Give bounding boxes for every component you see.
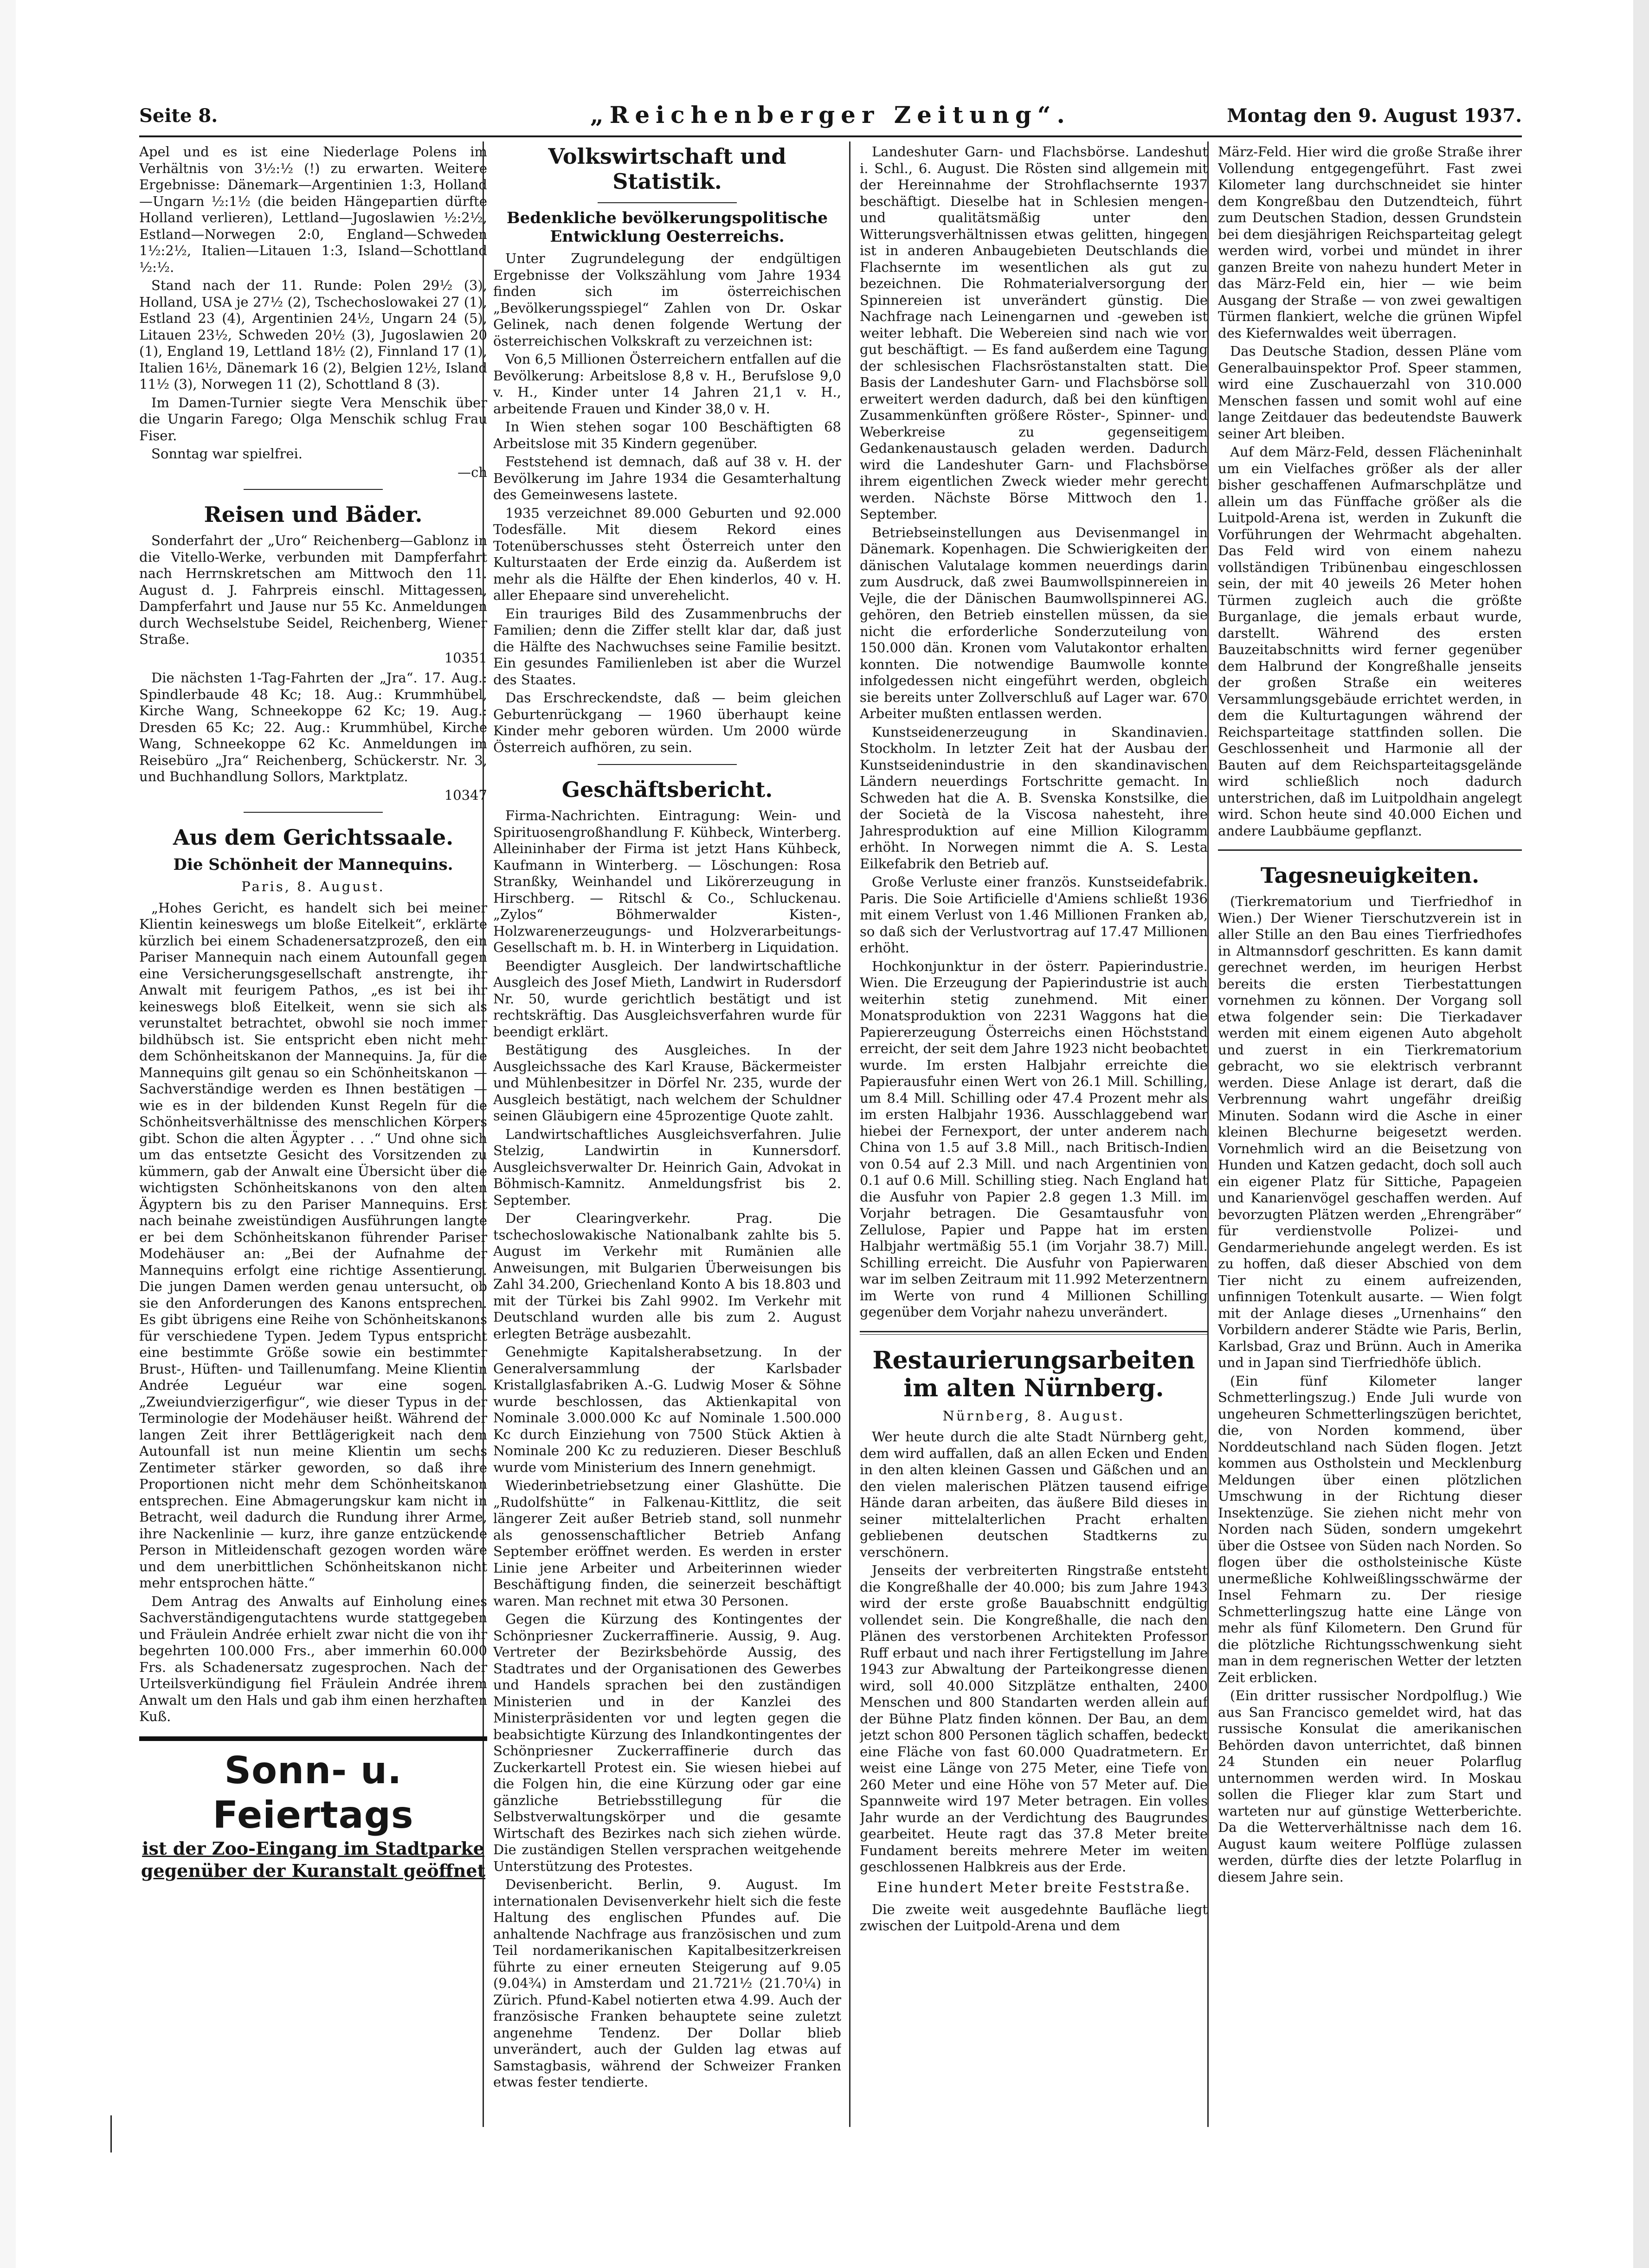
article-dateline: Nürnberg, 8. August. [942, 1407, 1125, 1424]
scan-margin-left [0, 0, 16, 2268]
section-heading-business: Geschäftsbericht. [561, 777, 773, 802]
article-dateline: Paris, 8. August. [241, 879, 385, 894]
news-item: (Ein dritter russischer Nordpolflug.) Wie aus San Francisco gemeldet wird, hat das russische Konsulat die amerikanischen Behörden davon unterrichtet, daß binnen 24 Stunden ein neuer Polarflug unternommen werden wird. In Moskau sollen die Flieger klar zum Start und warteten nur auf günstige Wetterberichte. Da die Wetterverhältnisse nach dem 16. August kaum weitere Polflüge zulassen werden, dürfte dies der letzte Polarflug in diesem Jahre sein. [1218, 1688, 1522, 1885]
travel-item-number: 10351 [444, 649, 487, 666]
column-4 [1218, 144, 1522, 2120]
newspaper-title: „Reichenberger Zeitung“. [590, 101, 1071, 128]
section-heading-economy: Volkswirtschaft und Statistik. [548, 144, 786, 194]
business-item: Der Clearingverkehr. Prag. Die tschechoslowakische Nationalbank zahlte bis 5. August im Verkehr mit Rumänien alle Anweisungen, mit Bulgarien Überweisungen bis Zahl 34.200, Griechenland Konto A bis 18.803 und mit der Türkei bis Zahl 9902. Im Verkehr mit Deutschland wurden alle bis zum 2. August erlegten Beträge ausbezahlt. [493, 1210, 841, 1342]
page-header [139, 101, 1522, 134]
business-item: Genehmigte Kapitalsherabsetzung. In der Generalversammlung der Karlsbader Kristallglasfabriken A.-G. Ludwig Moser & Söhne wurde beschlossen, das Aktienkapital von Nominale 3.000.000 Kc auf Nominale 1.500.000 Kc durch Einziehung von 7500 Stück Aktien à Nominale 200 Kc zu reduzieren. Dieser Beschluß wurde vom Ministerium des Innern genehmigt. [493, 1344, 841, 1475]
business-item: Wiederinbetriebsetzung einer Glashütte. Die „Rudolfshütte“ in Falkenau-Kittlitz, die seit längerer Zeit außer Betrieb stand, soll nunmehr als genossenschaftlicher Betrieb Anfang September eröffnet werden. Es werden in erster Linie jene Arbeiter und Arbeiterinnen wieder Beschäftigung finden, die seinerzeit beschäftigt waren. Man rechnet mit etwa 30 Personen. [493, 1478, 841, 1609]
ad-headline: Sonn- u. Feiertags [213, 1748, 414, 1837]
chess-paragraph: Apel und es ist eine Niederlage Polens im Verhältnis von 3½:½ (!) zu erwarten. Weitere Ergebnisse: Dänemark—Argentinien 1:3, Holland—Ungarn ½:1½ (die beiden Hängepartien dürfte Holland verlieren), Lettland—Jugoslawien ½:2½, Estland—Norwegen 2:0, England—Schweden 1½:2½, Italien—Litauen 1:3, Island—Schottland ½:½. [139, 144, 487, 275]
article-paragraph: Von 6,5 Millionen Österreichern entfallen auf die Bevölkerung: Arbeitslose 8,8 v. H., Berufslose 9,0 v. H., Kinder unter 14 Jahren 21,1 v. H., arbeitende Frauen und Kinder 38,0 v. H. [493, 351, 841, 417]
article-paragraph: Die zweite weit ausgedehnte Baufläche liegt zwischen der Luitpold-Arena und dem [860, 1901, 1208, 1934]
scan-margin-right [1633, 0, 1649, 2268]
chess-women: Im Damen-Turnier siegte Vera Menschik über die Ungarin Farego; Olga Menschik schlug Frau Fiser. [139, 394, 487, 443]
business-item: Hochkonjunktur in der österr. Papierindustrie. Wien. Die Erzeugung der Papierindustrie ist auch weiterhin stetig zunehmend. Mit einer Monatsproduktion von 2231 Waggons hat die Papiererzeugung Österreichs einen Höchststand erreicht, der seit dem Jahre 1923 nicht beobachtet wurde. Im ersten Halbjahr erreichte die Papierausfuhr einen Wert von 26.1 Mill. Schilling, um 8.4 Mill. Schilling oder 47.4 Prozent mehr als im ersten Halbjahr 1936. Ausschlaggebend war hiebei der Fernexport, der unter anderem nach China von 1.5 auf 3.8 Mill., nach Britisch-Indien von 0.54 auf 2.3 Mill. und nach Argentinien von 0.1 auf 0.6 Mill. Schilling stieg. Nach England hat die Ausfuhr von Papier 2.8 gegen 1.3 Mill. im Vorjahr betragen. Die Gesamtausfuhr von Zellulose, Papier und Pappe hat im ersten Halbjahr wertmäßig 55.1 (im Vorjahr 38.7) Mill. Schilling erreicht. Die Ausfuhr von Papierwaren war im selben Zeitraum mit 11.992 Meterzentnern im Werte von rund 4 Millionen Schilling gegenüber dem Vorjahr nahezu unverändert. [860, 958, 1208, 1320]
article-heading: Bedenkliche bevölkerungspolitische Entwicklung Oesterreichs. [506, 209, 828, 246]
column-3 [860, 144, 1208, 2120]
travel-item: Sonderfahrt der „Uro“ Reichenberg—Gablonz in die Vitello-Werke, verbunden mit Dampferfahrt nach Herrnskretschen am Mittwoch den 11. August d. J. Fahrpreis einschl. Mittagessen, Dampferfahrt und Jause nur 55 Kc. Anmeldungen durch Wechselstube Seidel, Reichenberg, Wiener Straße. [139, 533, 487, 647]
business-item: Kunstseidenerzeugung in Skandinavien. Stockholm. In letzter Zeit hat der Ausbau der Kunstseidenindustrie in den skandinavischen Ländern neuerdings Fortschritte gemacht. In Schweden hat die A. B. Svenska Konstsilke, die der Società de la Viscosa nahesteht, ihre Jahresproduktion auf eine Million Kilogramm erhöht. In Norwegen nimmt die A. S. Lesta Eilkefabrik den Betrieb auf. [860, 724, 1208, 872]
article-paragraph: Feststehend ist demnach, daß auf 38 v. H. der Bevölkerung im Jahre 1934 die Gesamterhaltung des Gemeinwesens lastete. [493, 454, 841, 502]
travel-item-number: 10347 [444, 787, 487, 803]
article-paragraph: Unter Zugrundelegung der endgültigen Ergebnisse der Volkszählung vom Jahre 1934 finden sich im österreichischen „Bevölkerungsspiegel“ Zahlen von Dr. Oskar Gelinek, nach denen folgende Wertung der österreichischen Volkskraft zu verzeichnen ist: [493, 251, 841, 349]
business-item: Landwirtschaftliches Ausgleichsverfahren. Julie Stelzig, Landwirtin in Kunnersdorf. Ausgleichsverwalter Dr. Heinrich Gain, Advokat in Böhmisch-Kamnitz. Anmeldungsfrist bis 2. September. [493, 1126, 841, 1208]
divider [860, 1331, 1208, 1335]
page-number: Seite 8. [139, 105, 218, 127]
header-rule [139, 135, 1522, 137]
business-item: Beendigter Ausgleich. Der landwirtschaftliche Ausgleich des Josef Mieth, Landwirt in Rudersdorf Nr. 50, wurde gerichtlich bestätigt und ist rechtskräftig. Das Ausgleichsverfahren wurde für beendigt erklärt. [493, 957, 841, 1040]
divider [1218, 849, 1522, 851]
divider [598, 764, 737, 765]
section-heading-court: Aus dem Gerichtssaale. [173, 825, 454, 850]
column-1 [139, 144, 487, 2120]
article-paragraph: „Hohes Gericht, es handelt sich bei meiner Klientin keineswegs um bloße Eitelkeit“, erklärte kürzlich bei einem Schadenersatzprozeß, den ein Pariser Mannequin nach einem Autounfall gegen eine Versicherungsgesellschaft anstrengte, ihr Anwalt mit feurigem Pathos, „es ist bei ihr keineswegs bloß Eitelkeit, wenn sie sich als verunstaltet betrachtet, obwohl sie noch immer bildhübsch ist. Sie entspricht eben nicht mehr dem Schönheitskanon der Mannequins. Ja, für die Mannequins gilt genau so ein Schönheitskanon — Sachverständige werden es Ihnen bestätigen — wie es in der bildenden Kunst Regeln für die Schönheitsverhältnisse des menschlichen Körpers gibt. Schon die alten Ägypter . . .“ Und ohne sich um das entsetzte Gesicht des Vorsitzenden zu kümmern, gab der Anwalt eine Übersicht über die wichtigsten Schönheitskanons von den alten Ägyptern bis zu den Pariser Mannequins. Erst nach beinahe zweistündigen Ausführungen langte er bei dem Schönheitskanon führender Pariser Modehäuser an: „Bei der Aufnahme der Mannequins erfolgt eine richtige Assentierung. Die jungen Damen werden genau untersucht, ob sie den Anforderungen des Kanons entsprechen. Es gibt übrigens eine Reihe von Schönheitskanons für verschiedene Typen. Jedem Typus entspricht eine bestimmte Größe sowie ein bestimmter Brust-, Hüften- und Taillenumfang. Meine Klientin Andrée Leguéur war eine sogen. „Zweiundvierzigerfigur“, wie dieser Typus in der Terminologie der Modehäuser heißt. Während der langen Zeit ihrer Bettlägerigkeit nach dem Autounfall ist nun meine Klientin um sechs Zentimeter stärker geworden, so daß ihre Proportionen nicht mehr dem Schönheitskanon entsprechen. Eine Abmagerungskur kam nicht in Betracht, weil dadurch die Rundung ihrer Arme, ihre Nackenlinie — kurz, ihre ganze entzückende Person in Mitleidenschaft gezogen worden wäre und dem unerbittlichen Schönheitskanon nicht mehr entsprochen hätte.“ [139, 899, 487, 1591]
article-paragraph: Dem Antrag des Anwalts auf Einholung eines Sachverständigengutachtens wurde stattgegeben und Fräulein Andrée erhielt zwar nicht die von ihr begehrten 100.000 Frs., aber immerhin 60.000 Frs. als Schadenersatz zugesprochen. Nach der Urteilsverkündigung fiel Fräulein Andrée ihrem Anwalt um den Hals und gab ihm einen herzhaften Kuß. [139, 1593, 487, 1724]
travel-item: Die nächsten 1-Tag-Fahrten der „Jra“. 17. Aug.: Spindlerbaude 48 Kc; 18. Aug.: Krummhübel, Kirche Wang, Schneekoppe 62 Kc; 19. Aug.: Dresden 65 Kc; 22. Aug.: Krummhübel, Kirche Wang, Schneekoppe 62 Kc. Anmeldungen im Reisebüro „Jra“ Reichenberg, Schückerstr. Nr. 3, und Buchhandlung Sollors, Marktplatz. [139, 670, 487, 784]
column-rule-2 [849, 141, 850, 2127]
article-subheading: Die Schönheit der Mannequins. [173, 855, 453, 874]
scan-mark [110, 2115, 112, 2152]
column-2 [493, 144, 841, 2120]
business-item: Gegen die Kürzung des Kontingentes der Schönpriesner Zuckerraffinerie. Aussig, 9. Aug. Vertreter der Bezirksbehörde Aussig, des Stadtrates und der Organisationen des Gewerbes und Handels sprachen bei den zuständigen Ministerien und in der Kanzlei des Ministerpräsidenten vor und legten gegen die beabsichtigte Kürzung des Inlandkontingentes der Schönpriesner Zuckerraffinerie durch das Zuckerkartell Protest ein. Sie wiesen hiebei auf die Folgen hin, die eine Kürzung oder gar eine gänzliche Betriebsstillegung für die Selbstverwaltungskörper und die gesamte Wirtschaft des Bezirkes nach sich ziehen würde. Die zuständigen Stellen versprachen weitgehende Unterstützung des Protestes. [493, 1611, 841, 1874]
article-paragraph: Das Erschreckendste, daß — beim gleichen Geburtenrückgang — 1960 überhaupt keine Kinder mehr geboren würden. Um 2000 würde Österreich aufhören, zu sein. [493, 690, 841, 755]
article-paragraph: Ein trauriges Bild des Zusammenbruchs der Familien; denn die Ziffer stellt klar dar, daß just die Hälfte des Nachwuchses seine Familie besitzt. Ein gesundes Familienleben ist aber die Wurzel des Staates. [493, 605, 841, 687]
chess-standings: Stand nach der 11. Runde: Polen 29½ (3), Holland, USA je 27½ (2), Tschechoslowakei 27 (1), Estland 23 (4), Argentinien 24½, Ungarn 24 (5), Litauen 23½, Schweden 20½ (3), Jugoslawien 20 (1), England 19, Lettland 18½ (2), Finnland 17 (1), Italien 16½, Dänemark 16 (2), Belgien 12½, Island 11½ (3), Norwegen 11 (2), Schottland 8 (3). [139, 277, 487, 392]
article-subheading: Eine hundert Meter breite Feststraße. [876, 1879, 1191, 1896]
business-item: Firma-Nachrichten. Eintragung: Wein- und Spirituosengroßhandlung F. Kühbeck, Winterberg. Alleininhaber der Firma ist jetzt Hans Kühbeck, Kaufmann in Winterberg. — Löschungen: Rosa Stranßky, Weinhandel und Likörerzeugung in Hirschberg. — Ritschl & Co., Schluckenau. „Zylos“ Böhmerwalder Kisten-, Holzwarenerzeugungs- und Holzverarbeitungs-Gesellschaft m. b. H. in Winterberg in Liquidation. [493, 808, 841, 955]
news-item: (Tierkrematorium und Tierfriedhof in Wien.) Der Wiener Tierschutzverein ist in aller Stille an den Bau eines Tierfriedhofes in Altmannsdorf geschritten. Es kann damit gerechnet werden, im heurigen Herbst bereits die ersten Tierbestattungen vornehmen zu können. Der Vorgang soll etwa folgender sein: Die Tierkadaver werden mit einem eigenen Auto abgeholt und zuerst in ein Tierkrematorium gebracht, wo sie elektrisch verbrannt werden. Diese Anlage ist derart, daß die Verbrennung wahrt ungefähr dreißig Minuten. Sodann wird die Asche in einer kleinen Blechurne beigesetzt werden. Vornehmlich wird an die Beisetzung von Hunden und Katzen gedacht, doch soll auch ein eigener Platz für Sittiche, Papageien und Kanarienvögel geschaffen werden. Auf bevorzugten Plätzen werden „Ehrengräber“ für verdienstvolle Polizei- und Gendarmeriehunde angelegt werden. Es ist zu hoffen, daß dieser Abschied von dem Tier nicht zu einem aufreizenden, unfinnigen Totenkult ausarte. — Wien folgt mit der Anlage dieses „Urnenhains“ den Vorbildern anderer Städte wie Paris, Berlin, Karlsbad, Graz und Brünn. Auch in Amerika und in Japan sind Tierfriedhöfe üblich. [1218, 893, 1522, 1370]
chess-signature: —ch [457, 464, 487, 480]
news-item: (Ein fünf Kilometer langer Schmetterlingszug.) Ende Juli wurde von ungeheuren Schmetterlingszügen berichtet, die, von Norden kommend, über Norddeutschland nach Süden flogen. Jetzt kommen aus Ostholstein und Mecklenburg Meldungen über einen plötzlichen Umschwung in der Richtung dieser Insektenzüge. Sie ziehen nicht mehr von Norden nach Süden, sondern umgekehrt über die Ostsee von Süden nach Norden. So flogen über die ostholsteinische Küste unermeßliche Kohlweißlingsschwärme der Insel Fehmarn zu. Der riesige Schmetterlingszug hatte eine Länge von mehr als fünf Kilometern. Den Grund für die plötzliche Richtungsschwenkung sieht man in dem regnerischen Wetter der letzten Zeit erblicken. [1218, 1373, 1522, 1685]
article-paragraph: März-Feld. Hier wird die große Straße ihrer Vollendung entgegengeführt. Fast zwei Kilometer lang durchschneidet sie hinter dem Kongreßbau den Dutzendteich, führt zum Deutschen Stadion, dessen Grundstein bei dem diesjährigen Reichsparteitag gelegt werden wird, vorbei und mündet in ihrer ganzen Breite von nahezu hundert Meter in das März-Feld ein, hier — wie beim Ausgang der Straße — von zwei gewaltigen Türmen flankiert, welche die grünen Wipfel des Kiefernwaldes weit überragen. [1218, 144, 1522, 341]
article-paragraph: Jenseits der verbreiterten Ringstraße entsteht die Kongreßhalle der 40.000; bis zum Jahre 1943 wird der erste große Bauabschnitt endgültig vollendet sein. Die Kongreßhalle, die nach den Plänen des verstorbenen Architekten Professor Ruff erbaut und nach ihrer Fertigstellung im Jahre 1943 zur Abwaltung der Parteikongresse dienen wird, soll 40.000 Sitzplätze enthalten, 2400 Menschen und 800 Standarten werden allein auf der Bühne Platz finden können. Der Bau, an dem jetzt schon 800 Personen täglich schaffen, bedeckt eine Fläche von fast 60.000 Quadratmetern. Er weist eine Länge von 275 Meter, eine Tiefe von 260 Meter und eine Höhe von 57 Meter auf. Die Spannweite wird 197 Meter betragen. Ein volles Jahr wurde an der Verdichtung des Baugrundes gearbeitet. Heute ragt das 37.8 Meter breite Fundament bereits mehrere Meter im weiten geschlossenen Halbkreis aus der Erde. [860, 1562, 1208, 1875]
business-item: Bestätigung des Ausgleiches. In der Ausgleichssache des Karl Krause, Bäckermeister und Mühlenbesitzer in Dörfel Nr. 235, wurde der Ausgleich bestätigt, nach welchem der Schuldner seinen Gläubigern eine 45prozentige Quote zahlt. [493, 1042, 841, 1124]
article-paragraph: Wer heute durch die alte Stadt Nürnberg geht, dem wird auffallen, daß an allen Ecken und Enden in den alten kleinen Gassen und Gäßchen und an den vielen malerischen Plätzen tausend eifrige Hände daran arbeiten, das äußere Bild dieses in seiner mittelalterlichen Pracht erhalten gebliebenen deutschen Stadtkerns zu verschönern. [860, 1429, 1208, 1560]
business-item: Devisenbericht. Berlin, 9. August. Im internationalen Devisenverkehr hielt sich die feste Haltung des englischen Pfundes auf. Die anhaltende Nachfrage aus französischen und zum Teil nordamerikanischen Kapitalbesitzerkreisen führte zu einer erneuten Steigerung auf 9.05 (9.04¾) in Amsterdam und 21.721½ (21.70¼) in Zürich. Pfund-Kabel notierten etwa 4.99. Auch der französische Franken behauptete seine zuletzt angenehme Tendenz. Der Dollar blieb unverändert, auch der Gulden lag etwas auf Samstagbasis, während der Schweizer Franken etwas fester tendierte. [493, 1876, 841, 2090]
section-heading-travel: Reisen und Bäder. [204, 502, 423, 527]
article-paragraph: 1935 verzeichnet 89.000 Geburten und 92.000 Todesfälle. Mit diesem Rekord eines Totenüberschusses steht Österreich unter den Kulturstaaten der Erde einzig da. Außerdem ist mehr als die Hälfte der Ehen kinderlos, 40 v. H. aller Ehepaare sind unverehelicht. [493, 505, 841, 603]
article-paragraph: Auf dem März-Feld, dessen Flächeninhalt um ein Vielfaches größer als der aller bisher geschaffenen Aufmarschplätze und allein um das Fünffache größer als die Luitpold-Arena ist, werden in Zukunft die Vorführungen der Wehrmacht abgehalten. Das Feld wird von einem nahezu vollständigen Tribünenbau eingeschlossen sein, der mit 40 jeweils 26 Meter hohen Türmen zugleich auch die größte Burganlage, die jemals erbaut wurde, darstellt. Während des ersten Bauzeitabschnitts wird ferner gegenüber dem Halbrund der Kongreßhalle jenseits der großen Straße ein weiteres Versammlungsgebäude errichtet werden, in dem die Kulturtagungen während der Reichsparteitage stattfinden sollen. Die Geschlossenheit und Harmonie all der Bauten auf dem Reichsparteitagsgelände wird schließlich noch dadurch unterstrichen, daß im Luitpoldhain angelegt wird. Schon heute sind 40.000 Eichen und andere Laubbäume gepflanzt. [1218, 444, 1522, 839]
article-heading-nuremberg: Restaurierungsarbeiten im alten Nürnberg. [872, 1346, 1195, 1402]
business-item: Betriebseinstellungen aus Devisenmangel in Dänemark. Kopenhagen. Die Schwierigkeiten der dänischen Valutalage kommen neuerdings darin zum Ausdruck, daß zwei Baumwollspinnereien in Vejle, die der Dänischen Baumwollspinnerei AG. gehören, den Betrieb einstellen müssen, da sie nicht die erforderliche Sonderzuteilung von 150.000 dän. Kronen vom Valutakontor erhalten konnten. Die notwendige Baumwolle konnte infolgedessen nicht eingeführt werden, obgleich sie bereits unter Zollverschluß auf Lager war. 670 Arbeiter mußten entlassen werden. [860, 524, 1208, 721]
divider [598, 202, 737, 203]
article-paragraph: Das Deutsche Stadion, dessen Pläne vom Generalbauinspektor Prof. Speer stammen, wird eine Zuschauerzahl von 310.000 Menschen fassen und somit wohl auf eine lange Zeitdauer das bedeutendste Bauwerk seiner Art bleiben. [1218, 343, 1522, 442]
article-paragraph: In Wien stehen sogar 100 Beschäftigten 68 Arbeitslose mit 35 Kindern gegenüber. [493, 419, 841, 451]
chess-note: Sonntag war spielfrei. [151, 446, 303, 462]
issue-date: Montag den 9. August 1937. [1227, 105, 1522, 127]
divider [244, 812, 383, 813]
ad-line: ist der Zoo-Eingang im Stadtparke [142, 1838, 484, 1859]
business-item: Große Verluste einer französ. Kunstseidefabrik. Paris. Die Soie Artificielle d'Amiens schließt 1936 mit einem Verlust von 1.46 Millionen Franken ab, so daß sich der Verlustvortrag auf 17.47 Millionen erhöht. [860, 874, 1208, 956]
business-item: Landeshuter Garn- und Flachsbörse. Landeshut i. Schl., 6. August. Die Rösten sind allgemein mit der Hereinnahme der Strohflachsernte 1937 beschäftigt. Dieselbe hat in Schlesien mengen- und qualitätsmäßig unter den Witterungsverhältnissen etwas gelitten, hingegen ist in anderen Anbaugebieten Deutschlands die Flachsernte im wesentlichen als gut zu bezeichnen. Die Rohmaterialversorgung der Spinnereien ist unverändert günstig. Die Nachfrage nach Leinengarnen und -geweben ist weiter lebhaft. Die Webereien sind nach wie vor gut beschäftigt. — Es fand außerdem eine Tagung der schlesischen Flachsröstanstalten statt. Die Basis der Landeshuter Garn- und Flachsbörse soll erweitert werden dadurch, daß bei den künftigen Zusammenkünften größere Röster-, Spinner- und Weberkreise zu gegenseitigem Gedankenaustausch geladen werden. Dadurch wird die Landeshuter Garn- und Flachsbörse ihrem eigentlichen Zweck wieder mehr gerecht werden. Nächste Börse Mittwoch den 1. September. [860, 144, 1208, 522]
divider [244, 489, 383, 490]
ad-line: gegenüber der Kuranstalt geöffnet [141, 1860, 486, 1881]
section-heading-news: Tagesneuigkeiten. [1260, 863, 1480, 888]
advertisement [139, 1736, 487, 1882]
